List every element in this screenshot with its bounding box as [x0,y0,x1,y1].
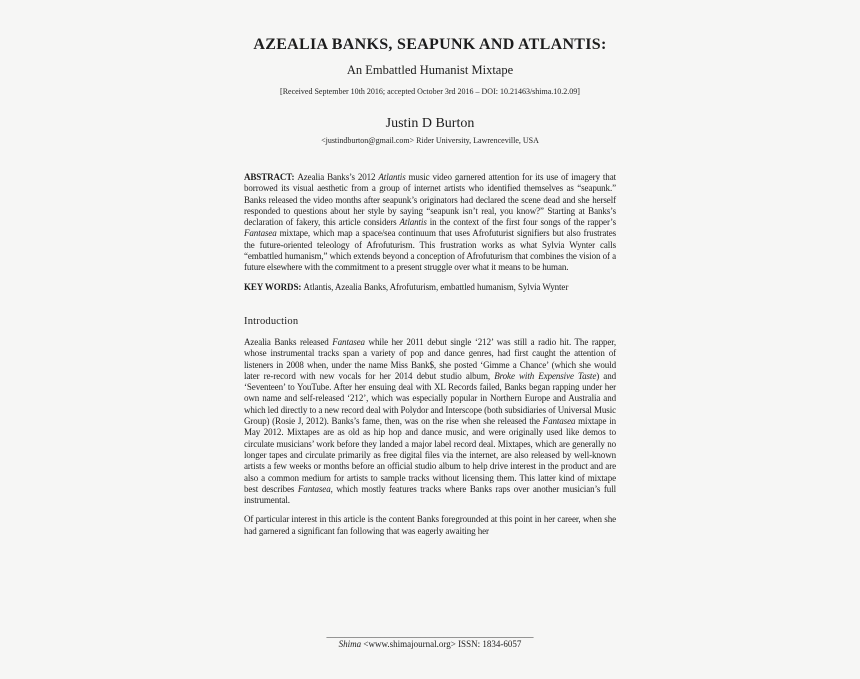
page-footer [0,629,860,649]
keywords-paragraph: KEY WORDS: Atlantis, Azealia Banks, Afrofuturism, embattled humanism, Sylvia Wynter [244,281,569,292]
introduction-paragraph-2: Of particular interest in this article is the content Banks foregrounded at this point in her career, when she had garnered a significant fan following that was eagerly awaiting her [244,514,616,536]
received-doi-line: [Received September 10th 2016; accepted October 3rd 2016 – DOI: 10.21463/shima.10.2.09] [280,87,580,96]
paper-title: AZEALIA BANKS, SEAPUNK AND ATLANTIS: [253,36,607,53]
introduction-paragraph-1: Azealia Banks released Fantasea while her 2011 debut single ‘212’ was still a radio hit. The rapper, whose instrumental tracks span a variety of pop and dance genres, had first caught the attention of listeners in 2008 when, under the name Miss Bank$, she posted ‘Gimme a Chance’ (which she would later re-record with new vocals for her 2014 debut studio album, Broke with Expensive Taste) and ‘Seventeen’ to YouTube. After her ensuing deal with XL Records failed, Banks began rapping under her own name and self-released ‘212’, which was especially popular in Northern Europe and Australia and which led directly to a new record deal with Polydor and Interscope (both subsidiaries of Universal Music Group) (Rosie J, 2012). Banks’s fame, then, was on the rise when she released the Fantasea mixtape in May 2012. Mixtapes are as old as hip hop and dance music, and were originally used like demos to circulate musicians’ work before they landed a major label record deal. Mixtapes, which are generally no longer tapes and circulate primarily as free digital files via the internet, are also released by well-known artists a few weeks or months before an official studio album to help drive interest in the product and are also a common medium for artists to sample tracks without licensing them. This latter kind of mixtape best describes Fantasea, which mostly features tracks where Banks raps over another musician’s full instrumental. [244,336,616,506]
author-contact-line: <justindburton@gmail.com> Rider University, Lawrenceville, USA [321,136,539,145]
document-page [244,0,616,537]
abstract-paragraph: ABSTRACT: Azealia Banks’s 2012 Atlantis music video garnered attention for its use of imagery that borrowed its visual aesthetic from a group of internet artists who identified themselves as “seapunk.” Banks released the video months after seapunk’s originators had declared the scene dead and she herself responded to questions about her style by saying “seapunk isn’t real, you know?” Starting at Banks’s declaration of fakery, this article considers Atlantis in the context of the first four songs of the rapper’s Fantasea mixtape, which map a space/sea continuum that uses Afrofuturist signifiers but also frustrates the future-oriented teleology of Afrofuturism. This frustration works as what Sylvia Wynter calls “embattled humanism,” which extends beyond a conception of Afrofuturism that combines the vision of a future elsewhere with the commitment to a present struggle over what it means to be human. [244,172,616,273]
footer-rule: ______________________________________________ [326,629,534,639]
footer-journal-line: Shima <www.shimajournal.org> ISSN: 1834-6057 [338,639,522,649]
paper-subtitle: An Embattled Humanist Mixtape [346,63,514,77]
introduction-heading: Introduction [244,315,299,327]
author-name: Justin D Burton [385,116,475,131]
